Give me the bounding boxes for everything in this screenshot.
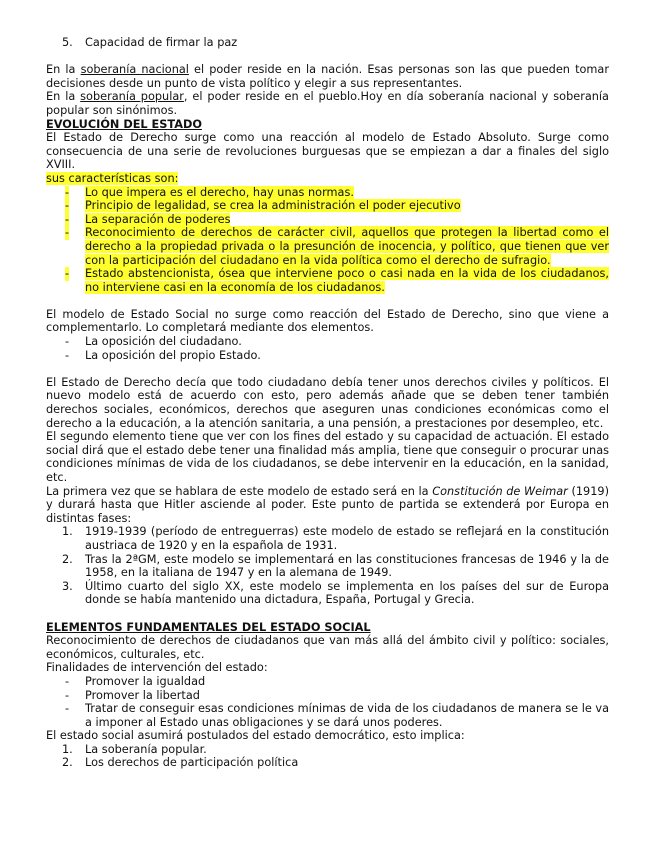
- finalidades-list: [46, 675, 609, 729]
- social-intro: El modelo de Estado Social no surge como reacción del Estado de Derecho, sino que viene a complementarlo. Lo completará mediante dos elementos.: [46, 307, 609, 335]
- list-item: - La separación de poderes: [65, 212, 231, 226]
- soberania-nacional-paragraph: En la soberanía nacional el poder reside en la nación. Esas personas son las que pueden tomar decisiones desde un punto de vista político y elegir a sus representantes.: [46, 63, 609, 90]
- list-item: 2. Tras la 2ªGM, este modelo se implementará en las constituciones francesas de 1946 y la de 1958, en la italiana de 1947 y en la alemana de 1949.: [62, 552, 609, 580]
- list-item: 1. 1919-1939 (período de entreguerras) este modelo de estado se reflejará en la constitución austriaca de 1920 y en la española de 1931.: [62, 525, 609, 552]
- elementos-list: [46, 335, 609, 362]
- list-item: 2. Los derechos de participación política: [62, 756, 299, 770]
- list-number: 5.: [62, 36, 73, 49]
- social-paragraph-1: El Estado de Derecho decía que todo ciudadano debía tener unos derechos civiles y políticos. El nuevo modelo está de acuerdo con esto, pero además añade que se deben tener también derechos sociales, económicos, derechos que aseguren unas condiciones económicas como el derecho a la educación, a la atención sanitaria, a una pensión, a prestaciones por desempleo, etc.: [46, 375, 609, 430]
- list-item-text: Capacidad de firmar la paz: [85, 36, 238, 49]
- list-item: - Estado abstencionista, ósea que interviene poco o casi nada en la vida de los ciudadanos, no interviene casi en la economía de los ciudadanos.: [65, 267, 609, 294]
- section-heading-evolucion: EVOLUCIÓN DEL ESTADO: [46, 117, 202, 131]
- list-item: 1. La soberanía popular.: [62, 742, 207, 756]
- social-paragraph-3: La primera vez que se hablara de este modelo de estado será en la Constitución de Weimar (1919) y durará hasta que Hitler asciende al poder. Este punto de partida se extenderá por Europa en distintas fases:: [46, 484, 610, 525]
- soberania-popular-term: soberanía popular: [80, 90, 184, 104]
- social-paragraph-2: El segundo elemento tiene que ver con los fines del estado y su capacidad de actuación. El estado social dirá que el estado debe tener una finalidad más amplia, tiene que conseguir o procurar unas condiciones mínimas de vida de los ciudadanos, se debe intervenir en la educación, en la sanidad, etc.: [46, 430, 609, 484]
- evolucion-intro: El Estado de Derecho surge como una reacción al modelo de Estado Absoluto. Surge como consecuencia de una serie de revoluciones burguesas que se empiezan a dar a finales del siglo XVIII.: [46, 131, 609, 172]
- list-item: - La oposición del propio Estado.: [65, 348, 261, 362]
- list-item: - Reconocimiento de derechos de carácter civil, aquellos que protegen la libertad como el derecho a la propiedad privada o la presunción de inocencia, y político, que tienen que ver con la participación del ciudadano en la vida política como el derecho de sufragio.: [65, 226, 609, 267]
- document-page: [46, 36, 609, 770]
- list-item: - Principio de legalidad, se crea la administración el poder ejecutivo: [65, 199, 461, 213]
- weimar-title: Constitución de Weimar: [432, 484, 568, 498]
- fundamentales-paragraph-2: Finalidades de intervención del estado:: [46, 661, 268, 675]
- list-item: - Promover la libertad: [65, 688, 200, 702]
- fundamentales-paragraph-3: El estado social asumirá postulados del estado democrático, esto implica:: [46, 729, 465, 743]
- fases-list: [46, 525, 609, 607]
- list-item: - Lo que impera es el derecho, hay unas normas.: [65, 185, 354, 199]
- implica-list: [46, 743, 609, 770]
- list-item: - Tratar de conseguir esas condiciones mínimas de vida de los ciudadanos de manera se le va a imponer al Estado unas obligaciones y se dará unos poderes.: [65, 702, 609, 729]
- list-item: - Promover la igualdad: [65, 674, 206, 688]
- top-list: [46, 36, 609, 50]
- caracteristicas-list: [46, 186, 609, 295]
- list-item: 3. Último cuarto del siglo XX, este modelo se implementa en los países del sur de Europa donde se había mantenido una dictadura, España, Portugal y Grecia.: [62, 579, 609, 607]
- list-item: - La oposición del ciudadano.: [65, 335, 242, 349]
- section-heading-fundamentales: ELEMENTOS FUNDAMENTALES DEL ESTADO SOCIAL: [46, 620, 371, 634]
- caracteristicas-label: sus características son:: [46, 171, 179, 185]
- fundamentales-paragraph-1: Reconocimiento de derechos de ciudadanos que van más allá del ámbito civil y político: sociales, económicos, culturales, etc.: [46, 634, 609, 661]
- list-item: [46, 36, 609, 50]
- soberania-nacional-term: soberanía nacional: [80, 63, 189, 77]
- soberania-popular-paragraph: En la soberanía popular, el poder reside en el pueblo.Hoy en día soberanía nacional y soberanía popular son sinónimos.: [46, 90, 609, 117]
